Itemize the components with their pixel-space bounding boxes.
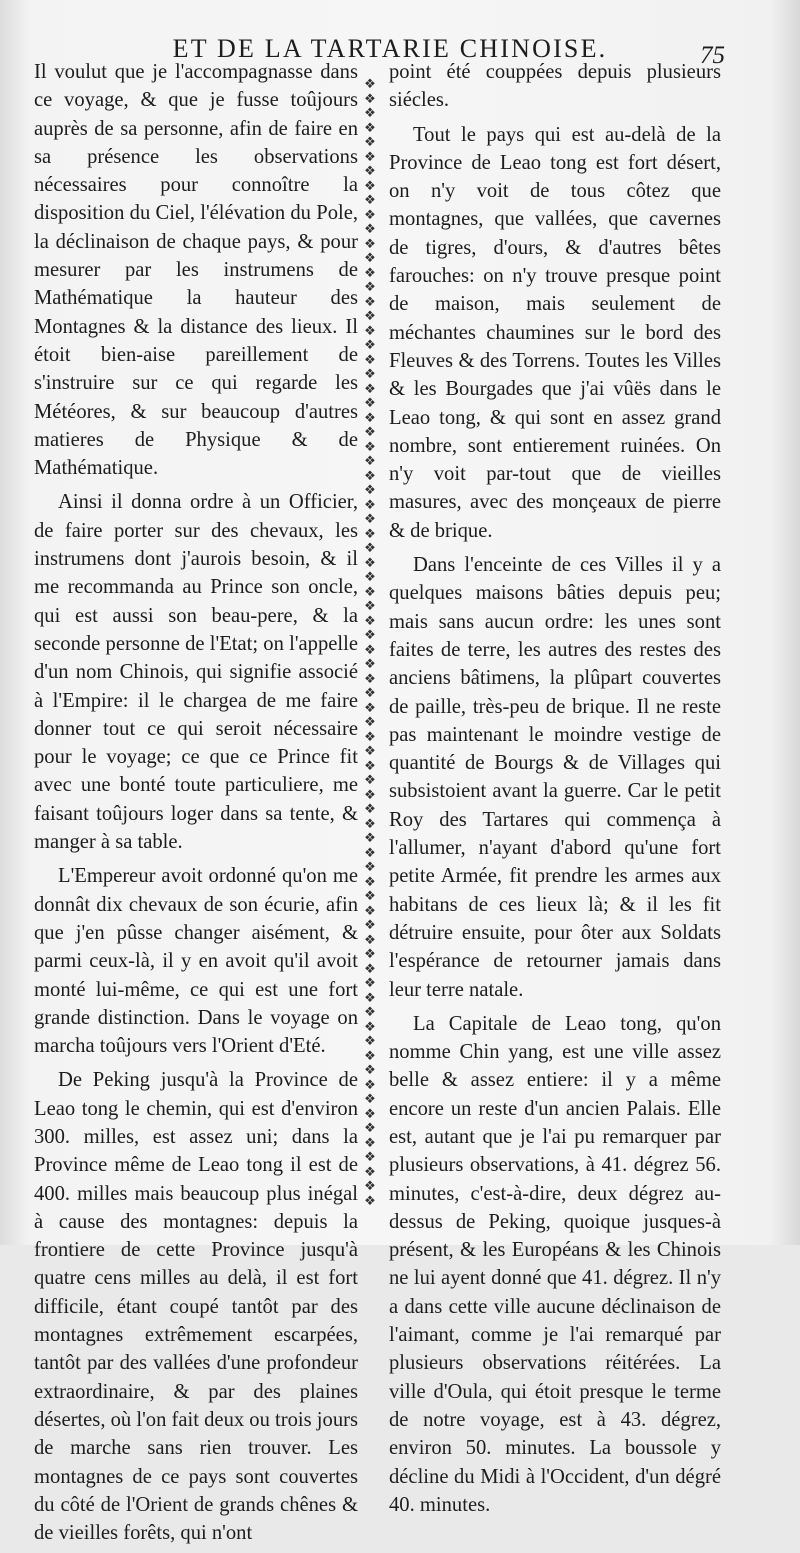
- divider-ornament: ❖: [364, 990, 376, 1006]
- divider-ornament: ❖: [364, 889, 376, 904]
- right-column: [389, 58, 721, 1525]
- divider-ornament: ❖: [364, 657, 376, 672]
- divider-ornament: ❖: [364, 555, 376, 571]
- divider-ornament: ❖: [364, 860, 376, 875]
- left-paragraph-1: Il voulut que je l'accompagnasse dans ce voyage, & que je fusse toûjours auprès de sa personne, afin de faire en sa présence les observations nécessaires pour connoître la disposition du Ciel, l'élévation du Pole, la déclinaison de chaque pays, & pour mesurer par les instrumens de Mathématique la hauteur des Montagnes & la distance des lieux. Il étoit bien-aise pareillement de s'instruire sur ce qui regarde les Météores, & sur beaucoup d'autres matieres de Physique & de Mathématique.: [34, 61, 358, 480]
- left-paragraph-2: Ainsi il donna ordre à un Officier, de faire porter sur des chevaux, les instrumens dont j'aurois besoin, & il me recommanda au Prince son oncle, qui est aussi son beau-pere, & la seconde personne de l'Etat; on l'appelle d'un nom Chinois, qui signifie associé à l'Empire: il le chargea de me faire donner tout ce qui seroit nécessaire pour le voyage; ce que ce Prince fit avec une bonté toute particuliere, me faisant toûjours loger dans sa tente, & manger à sa table.: [34, 491, 358, 854]
- divider-ornament: ❖: [364, 178, 376, 194]
- divider-ornament: ❖: [364, 120, 376, 136]
- divider-ornament: ❖: [364, 497, 376, 513]
- divider-ornament: ❖: [364, 352, 376, 368]
- divider-ornament: ❖: [364, 541, 376, 556]
- divider-ornament: ❖: [364, 454, 376, 469]
- divider-ornament: ❖: [364, 599, 376, 614]
- divider-ornament: ❖: [364, 744, 376, 759]
- divider-ornament: ❖: [364, 91, 376, 107]
- divider-ornament: ❖: [364, 106, 376, 121]
- divider-ornament: ❖: [364, 700, 376, 716]
- running-header: ET DE LA TARTARIE CHINOISE.: [172, 34, 608, 63]
- divider-ornament: ❖: [364, 1034, 376, 1049]
- divider-ornament: ❖: [364, 265, 376, 281]
- divider-ornament: ❖: [364, 787, 376, 803]
- divider-ornament: ❖: [364, 613, 376, 629]
- divider-ornament: ❖: [364, 280, 376, 295]
- divider-ornament: ❖: [364, 439, 376, 455]
- right-paragraph-2: Tout le pays qui est au-delà de la Province de Leao tong est fort désert, on n'y voit de tous côtez que montagnes, que vallées, que cavernes de tigres, d'ours, & d'autres bêtes farouches: on n'y trouve presque point de maison, mais seulement de méchantes chaumines sur le bord des Fleuves & des Torrens. Toutes les Villes & les Bourgades que j'ai vûës dans le Leao tong, & qui sont en assez grand nombre, sont entierement ruinées. On n'y voit par-tout que de vieilles masures, avec des monçeaux de pierre & de brique.: [389, 123, 721, 542]
- divider-ornament: ❖: [364, 222, 376, 237]
- divider-ornament: ❖: [364, 309, 376, 324]
- right-paragraph-4: La Capitale de Leao tong, qu'on nomme Chin yang, est une ville assez belle & assez entiere: il y a même encore un reste d'un ancien Palais. Elle est, autant que je l'ai pu remarquer par plusieurs observations, à 41. dégrez 56. minutes, c'est-à-dire, deux dégrez au-dessus de Peking, quoique jusques-à présent, & les Européans & les Chinois ne lui ayent donné que 41. dégrez. Il n'y a dans cette ville aucune déclinaison de l'aimant, comme je l'ai remarqué par plusieurs observations réitérées. La ville d'Oula, qui étoit presque le terme de notre voyage, est à 43. dégrez, environ 50. minutes. La boussole y décline du Midi à l'Occident, d'un dégré 40. minutes.: [389, 1012, 721, 1516]
- divider-ornament: ❖: [364, 381, 376, 397]
- divider-ornament: ❖: [364, 831, 376, 846]
- divider-ornament: ❖: [364, 294, 376, 310]
- divider-ornament: ❖: [364, 1092, 376, 1107]
- divider-ornament: ❖: [364, 1019, 376, 1035]
- divider-ornament: ❖: [364, 816, 376, 832]
- divider-ornament: ❖: [364, 1164, 376, 1180]
- divider-ornament: ❖: [364, 628, 376, 643]
- divider-ornament: ❖: [364, 1077, 376, 1093]
- divider-ornament: ❖: [364, 715, 376, 730]
- divider-ornament: ❖: [364, 1193, 376, 1209]
- divider-ornament: ❖: [364, 570, 376, 585]
- divider-ornament: ❖: [364, 1106, 376, 1122]
- divider-ornament: ❖: [364, 164, 376, 179]
- divider-ornament: ❖: [364, 1048, 376, 1064]
- divider-ornament: ❖: [364, 671, 376, 687]
- divider-ornament: ❖: [364, 947, 376, 962]
- divider-ornament: ❖: [364, 686, 376, 701]
- divider-ornament: ❖: [364, 729, 376, 745]
- divider-ornament: ❖: [364, 367, 376, 382]
- divider-ornament: ❖: [364, 396, 376, 411]
- divider-ornament: ❖: [364, 425, 376, 440]
- divider-ornament: ❖: [364, 1005, 376, 1020]
- divider-ornament: ❖: [364, 193, 376, 208]
- divider-ornament: ❖: [364, 1063, 376, 1078]
- divider-ornament: ❖: [364, 918, 376, 933]
- divider-ornament: ❖: [364, 512, 376, 527]
- left-column: [34, 58, 358, 1553]
- divider-ornament: ❖: [364, 1135, 376, 1151]
- divider-ornament: ❖: [364, 135, 376, 150]
- divider-ornament: ❖: [364, 1179, 376, 1194]
- page-number: 75: [700, 42, 725, 69]
- divider-ornament: ❖: [364, 236, 376, 252]
- divider-ornament: ❖: [364, 845, 376, 861]
- divider-ornament: ❖: [364, 468, 376, 484]
- divider-ornament: ❖: [364, 149, 376, 165]
- divider-ornament: ❖: [364, 874, 376, 890]
- divider-ornament: ❖: [364, 251, 376, 266]
- ornamental-column-divider: [362, 78, 378, 1218]
- right-paragraph-3: Dans l'enceinte de ces Villes il y a quelques maisons bâties depuis peu; mais sans aucun ordre: les unes sont faites de terre, les autres des restes des anciens bâtimens, la plûpart couvertes de paille, très-peu de brique. Il ne reste pas maintenant le moindre vestige de quantité de Bourgs & de Villages qui subsistoient avant la guerre. Car le petit Roy des Tartares qui commença à l'allumer, n'ayant d'abord qu'une fort petite Armée, fit prendre les armes aux habitans de ces lieux là; & il les fit détruire ensuite, pour ôter aux Soldats l'espérance de retourner jamais dans leur terre natale.: [389, 554, 721, 1001]
- divider-ornament: ❖: [364, 78, 376, 92]
- divider-ornament: ❖: [364, 584, 376, 600]
- divider-ornament: ❖: [364, 932, 376, 948]
- divider-ornament: ❖: [364, 903, 376, 919]
- divider-ornament: ❖: [364, 207, 376, 223]
- divider-ornament: ❖: [364, 961, 376, 977]
- divider-ornament: ❖: [364, 323, 376, 339]
- divider-ornament: ❖: [364, 483, 376, 498]
- divider-ornament: ❖: [364, 642, 376, 658]
- divider-ornament: ❖: [364, 1121, 376, 1136]
- divider-ornament: ❖: [364, 410, 376, 426]
- divider-ornament: ❖: [364, 758, 376, 774]
- divider-ornament: ❖: [364, 976, 376, 991]
- left-paragraph-4: De Peking jusqu'à la Province de Leao tong le chemin, qui est d'environ 300. milles, est assez uni; dans la Province même de Leao tong il est de 400. milles mais beaucoup plus inégal à cause des montagnes: depuis la frontiere de cette Province jusqu'à quatre cens milles au delà, il est fort difficile, étant coupé tantôt par des montagnes extrêmement escarpées, tantôt par des vallées d'une profondeur extraordinaire, & par des plaines désertes, où l'on fait deux ou trois jours de marche sans rien trouver. Les montagnes de ce pays sont couvertes du côté de l'Orient de grands chênes & de vieilles forêts, qui n'ont: [34, 1069, 358, 1545]
- divider-ornament: ❖: [364, 802, 376, 817]
- right-paragraph-1: point été couppées depuis plusieurs siécles.: [389, 61, 721, 112]
- divider-ornament: ❖: [364, 773, 376, 788]
- divider-ornament: ❖: [364, 338, 376, 353]
- left-paragraph-3: L'Empereur avoit ordonné qu'on me donnât dix chevaux de son écurie, afin que j'en pûsse changer aisément, & parmi ceux-là, il y en avoit qu'il avoit monté lui-même, ce qui est une fort grande distinction. Dans le voyage on marcha toûjours vers l'Orient d'Eté.: [34, 865, 358, 1058]
- divider-ornament: ❖: [364, 526, 376, 542]
- divider-ornament: ❖: [364, 1150, 376, 1165]
